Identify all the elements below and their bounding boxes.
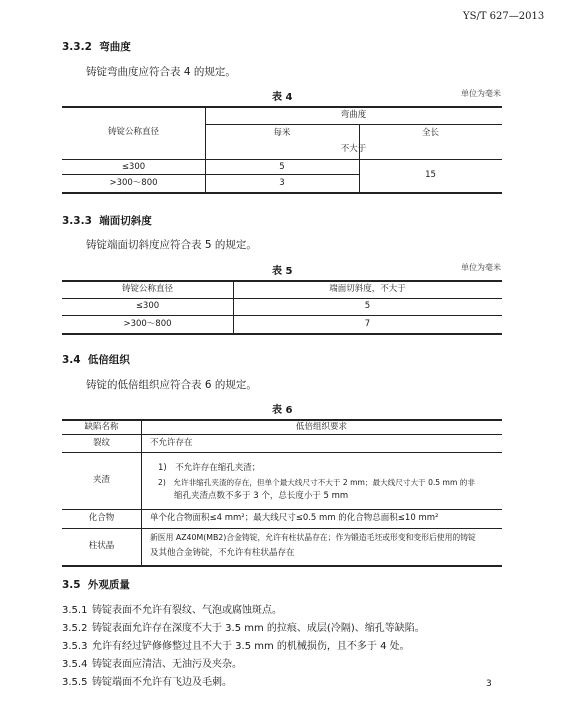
table-6-row-compound-req: 单个化合物面积≤4 mm²；最大线尺寸≤0.5 mm 的化合物总面积≤10 mm² — [150, 513, 439, 523]
list-item-3-5-3: 3.5.3 允许有经过铲修修整过且不大于 3.5 mm 的机械损伤，且不多于 4 处。 — [62, 641, 410, 652]
list-item-3-5-4: 3.5.4 铸锭表面应清洁、无油污及夹杂。 — [62, 659, 242, 670]
table-4-row-2-diameter: >300～800 — [109, 178, 158, 188]
table-5-row-1-slope: 5 — [364, 301, 371, 311]
section-heading-3-4 — [62, 352, 130, 367]
table-5-row-2-slope: 7 — [364, 319, 371, 329]
table-6-row-compound-name: 化合物 — [88, 513, 115, 523]
table-4-col-not-more: 不大于 — [340, 144, 367, 154]
table-5-col-diameter: 铸锭公称直径 — [121, 284, 173, 294]
standard-code: YS/T 627—2013 — [463, 11, 545, 22]
table-6-row-crack-req: 不允许存在 — [150, 438, 193, 448]
table-6-col-requirement: 低倍组织要求 — [295, 422, 347, 432]
table-6-row-columnar-name: 柱状晶 — [88, 541, 115, 551]
page-number: 3 — [486, 679, 492, 689]
table-5-col-slope: 端面切斜度，不大于 — [329, 284, 406, 294]
table-4-unit: 单位为毫米 — [461, 89, 501, 98]
table-6-row-slag-name: 夹渣 — [92, 475, 110, 485]
table-6-row-crack-name: 裂纹 — [92, 438, 110, 448]
heading-text: 端面切斜度 — [99, 215, 152, 227]
table-6-row-slag-req-2: 2) 允许非缩孔夹渣的存在，但单个最大线尺寸不大于 2 mm；最大线尺寸大于 0.5 mm 的非 — [158, 478, 475, 487]
table-4-title: 表 4 — [272, 92, 293, 103]
list-item-3-5-1: 3.5.1 铸锭表面不允许有裂纹、气泡或腐蚀斑点。 — [62, 605, 282, 616]
table-6-row-columnar-req-2: 及其他合金铸锭，不允许有柱状晶存在 — [150, 548, 295, 558]
table-4-col-group: 弯曲度 — [340, 110, 367, 120]
table-4-row-1-total: 15 — [425, 170, 436, 180]
table-6-col-defect: 缺陷名称 — [84, 422, 119, 432]
heading-number: 3.3.2 — [62, 41, 92, 53]
section-heading-3-3-2 — [62, 39, 131, 54]
table-6-row-slag-req-1: 1) 不允许存在缩孔夹渣； — [158, 463, 261, 473]
paragraph-3-4: 铸锭的低倍组织应符合表 6 的规定。 — [86, 379, 257, 391]
table-6-row-slag-req-3: 缩孔夹渣点数不多于 3 个，总长度小于 5 mm — [174, 491, 349, 501]
heading-number: 3.3.3 — [62, 215, 92, 227]
list-item-3-5-5: 3.5.5 铸锭端面不允许有飞边及毛刺。 — [62, 677, 232, 688]
heading-number: 3.4 — [62, 354, 81, 366]
paragraph-3-3-3: 铸锭端面切斜度应符合表 5 的规定。 — [86, 239, 257, 251]
table-6-row-columnar-req-1: 新医用 AZ40M(MB2)合金铸锭，允许有柱状晶存在；作为锻造毛坯或形变和变形后使用的铸锭 — [150, 533, 476, 542]
heading-number: 3.5 — [62, 579, 81, 591]
table-6-title: 表 6 — [272, 405, 293, 416]
list-item-3-5-2: 3.5.2 铸锭表面允许存在深度不大于 3.5 mm 的拉痕、成层(冷隔)、缩孔等缺陷。 — [62, 623, 425, 634]
heading-text: 弯曲度 — [99, 41, 131, 53]
table-4-row-1-per-meter: 5 — [279, 162, 285, 172]
table-4-col-per-meter: 每米 — [273, 128, 291, 138]
table-5-row-2-diameter: >300～800 — [123, 319, 172, 329]
table-4-row-1-diameter: ≤300 — [121, 162, 146, 172]
table-5-unit: 单位为毫米 — [461, 263, 501, 272]
table-5-row-1-diameter: ≤300 — [135, 301, 160, 311]
section-heading-3-3-3 — [62, 213, 152, 228]
paragraph-3-3-2: 铸锭弯曲度应符合表 4 的规定。 — [86, 66, 236, 78]
heading-text: 低倍组织 — [87, 354, 130, 366]
table-5-title: 表 5 — [272, 266, 293, 277]
section-heading-3-5 — [62, 577, 130, 592]
table-4-col-diameter: 铸锭公称直径 — [107, 127, 159, 137]
table-4-col-total: 全长 — [421, 128, 439, 138]
heading-text: 外观质量 — [87, 579, 130, 591]
table-4-row-2-per-meter: 3 — [279, 178, 285, 188]
